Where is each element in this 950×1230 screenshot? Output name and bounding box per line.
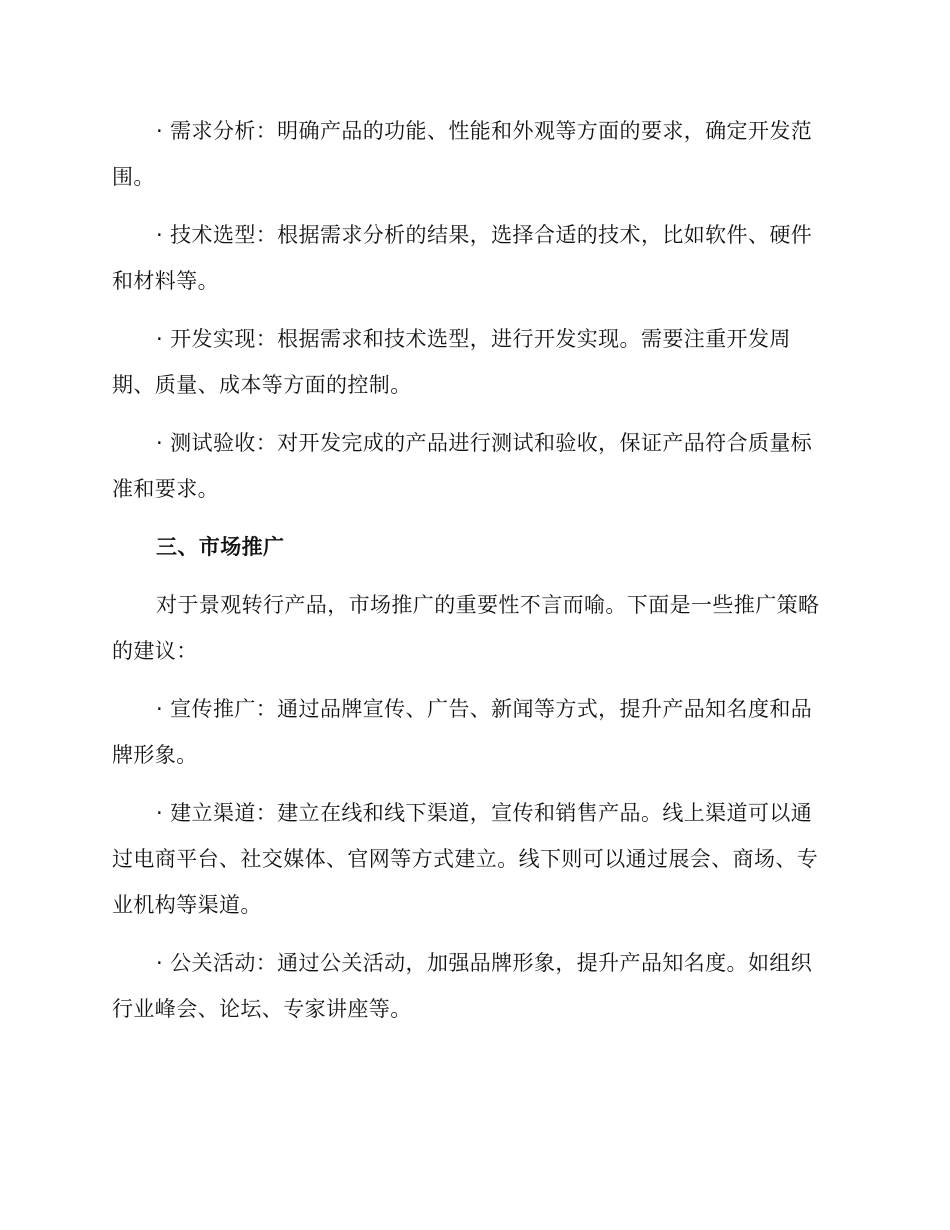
bullet-public-relations: · 公关活动：通过公关活动，加强品牌形象，提升产品知名度。如组织行业峰会、论坛、专家讲座等。 <box>112 951 813 1021</box>
bullet-technology-selection: · 技术选型：根据需求分析的结果，选择合适的技术，比如软件、硬件和材料等。 <box>112 223 813 293</box>
bullet-testing-acceptance: · 测试验收：对开发完成的产品进行测试和验收，保证产品符合质量标准和要求。 <box>112 431 813 501</box>
bullet-channels: · 建立渠道：建立在线和线下渠道，宣传和销售产品。线上渠道可以通过电商平台、社交媒体、官网等方式建立。线下则可以通过展会、商场、专业机构等渠道。 <box>112 801 819 917</box>
bullet-requirement-analysis: · 需求分析：明确产品的功能、性能和外观等方面的要求，确定开发范围。 <box>112 119 813 189</box>
document-body <box>112 108 832 1044</box>
bullet-development-implementation: · 开发实现：根据需求和技术选型，进行开发实现。需要注重开发周期、质量、成本等方面的控制。 <box>112 327 791 397</box>
marketing-intro-paragraph: 对于景观转行产品，市场推广的重要性不言而喻。下面是一些推广策略的建议： <box>112 593 820 663</box>
bullet-publicity: · 宣传推广：通过品牌宣传、广告、新闻等方式，提升产品知名度和品牌形象。 <box>112 697 813 767</box>
section-heading-marketing: 三、市场推广 <box>156 535 285 559</box>
